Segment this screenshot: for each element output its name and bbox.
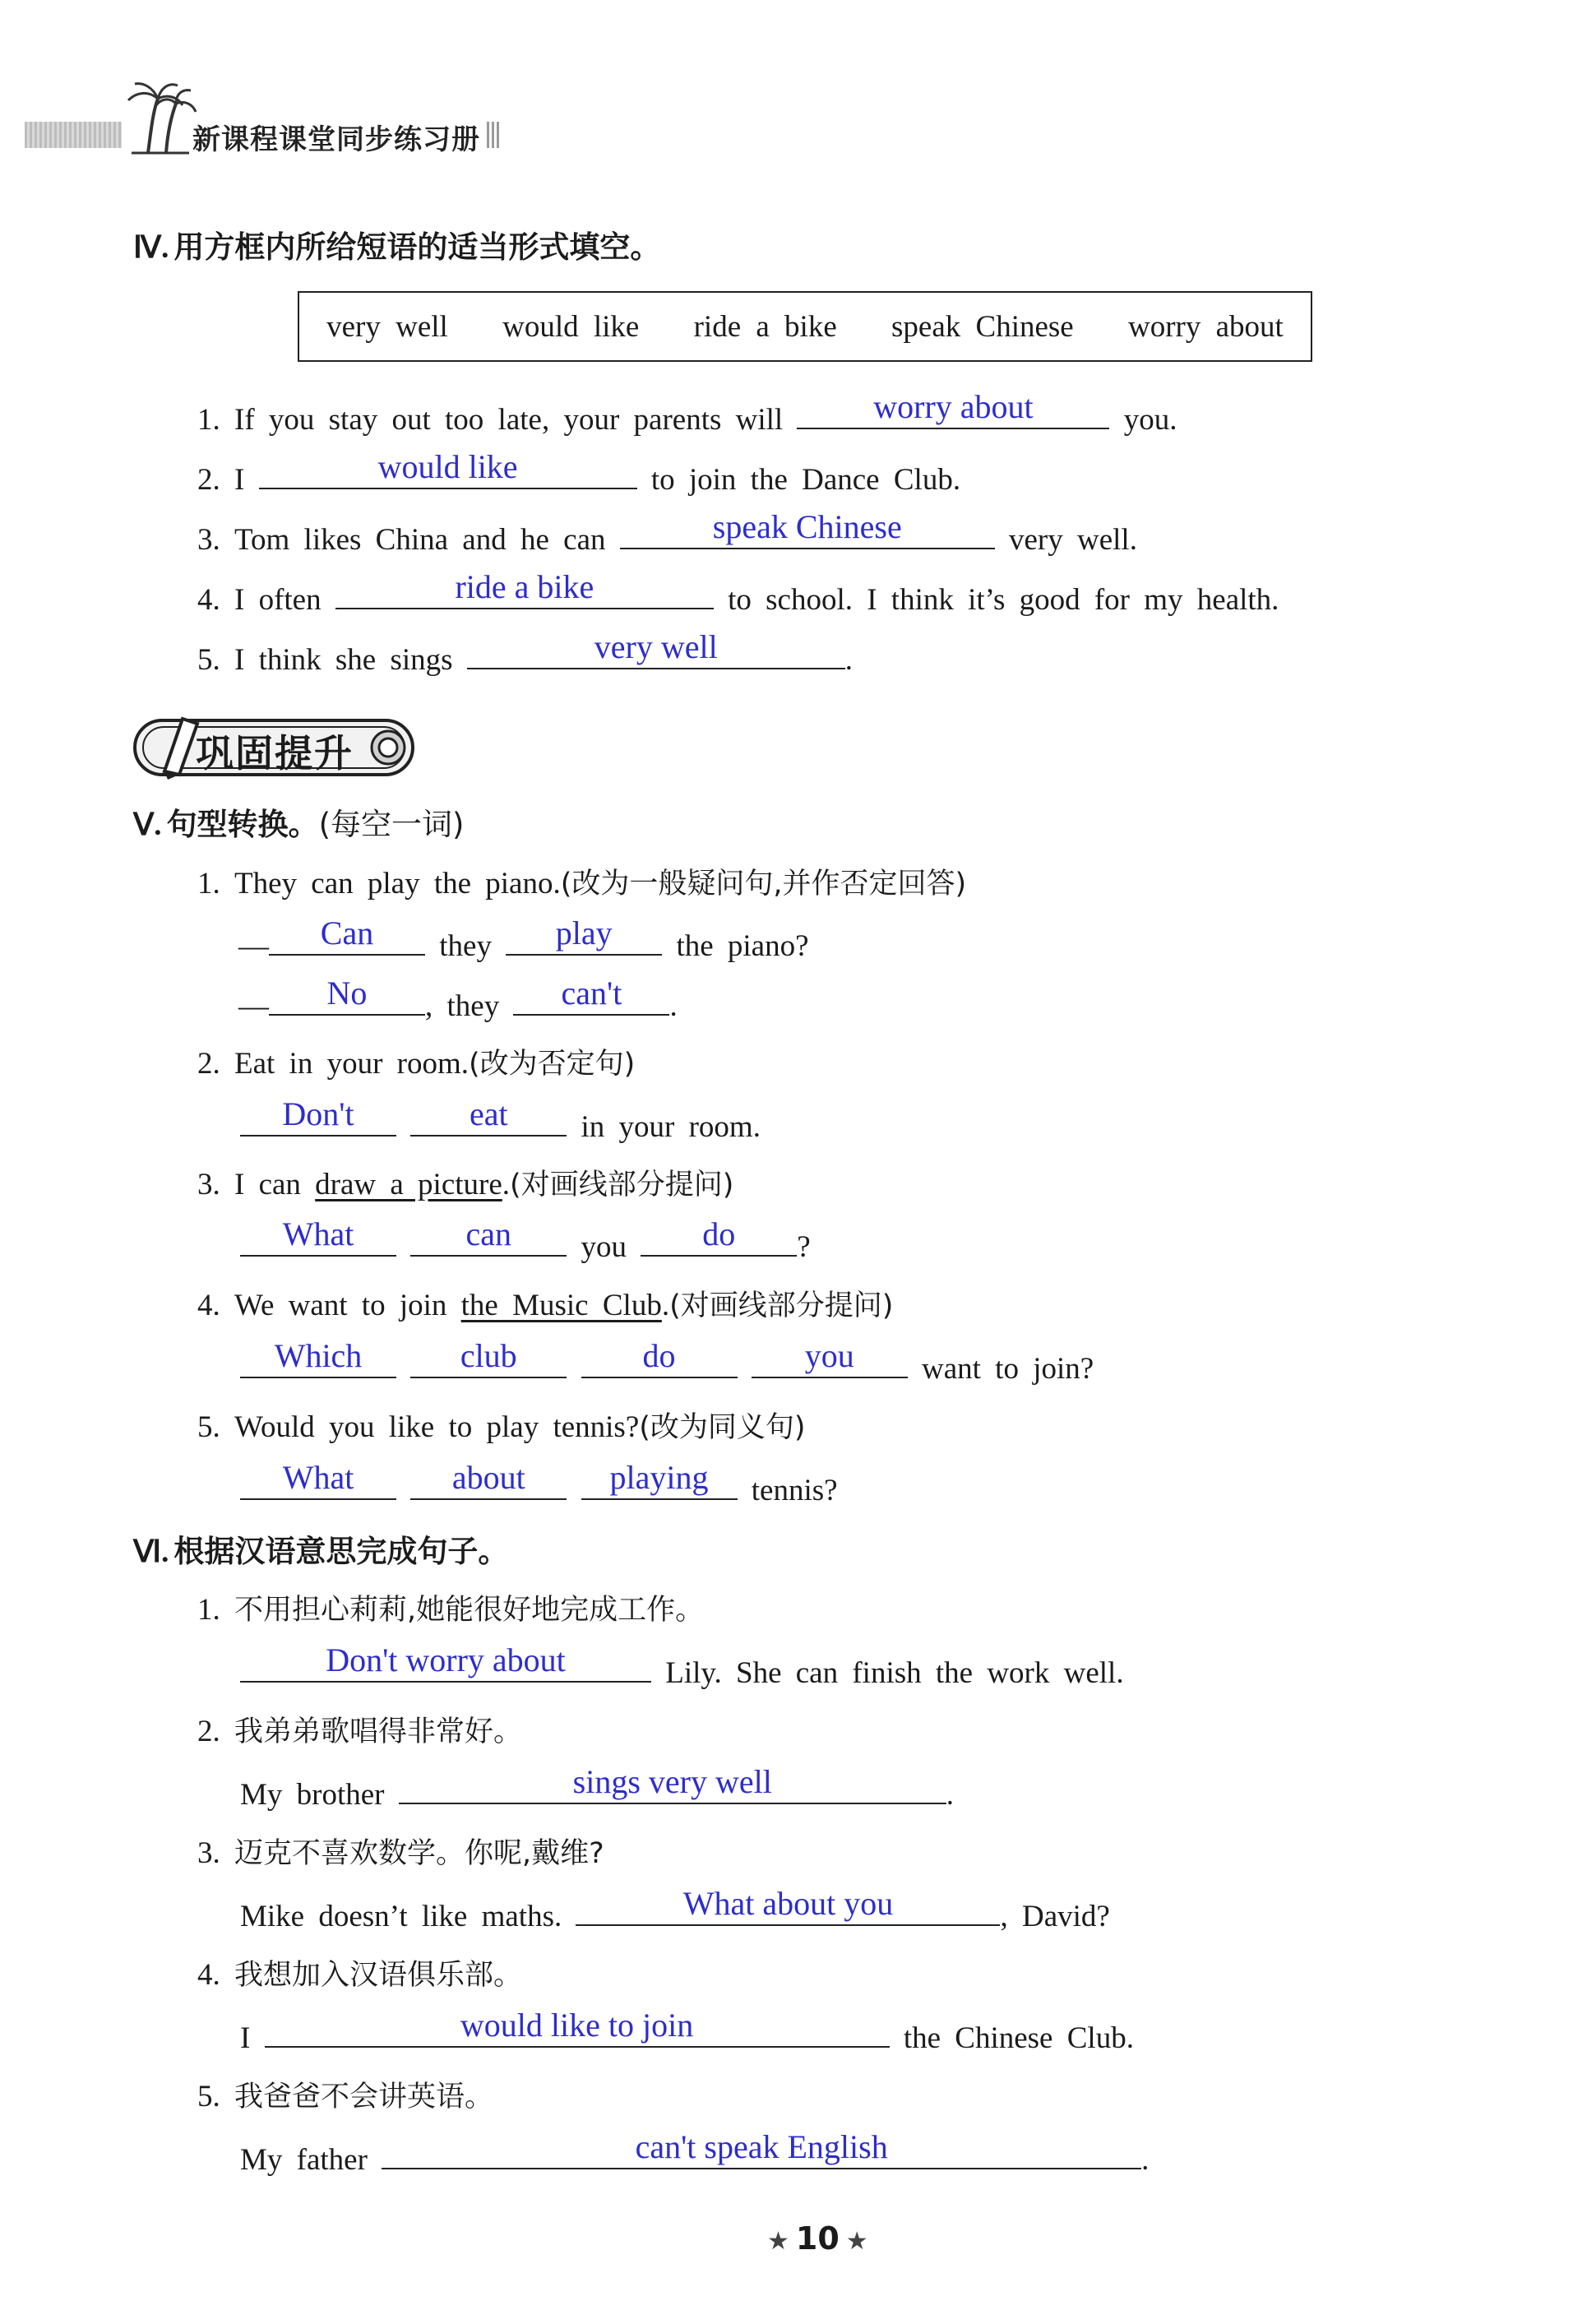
answer-row bbox=[240, 1215, 811, 1265]
section-4-heading bbox=[133, 222, 660, 266]
question-text: you bbox=[581, 1230, 627, 1264]
dash: — bbox=[238, 929, 269, 963]
answer-row bbox=[240, 2007, 1134, 2056]
punctuation: , bbox=[425, 989, 433, 1023]
section-note: (每空一词) bbox=[318, 807, 465, 842]
answer-blank[interactable] bbox=[641, 1215, 797, 1257]
question-hint: (改为否定句) bbox=[469, 1048, 636, 1081]
question-text: I bbox=[234, 463, 245, 497]
answer-text: you bbox=[804, 1337, 854, 1374]
question-text: to join the Dance Club. bbox=[650, 463, 961, 497]
answer-row bbox=[238, 914, 809, 964]
answer-row bbox=[240, 2128, 1150, 2178]
chinese-prompt: 不用担心莉莉,她能很好地完成工作。 bbox=[234, 1594, 705, 1627]
chinese-prompt: 迈克不喜欢数学。你呢,戴维? bbox=[234, 1837, 604, 1870]
answer-row bbox=[240, 1459, 838, 1508]
star-icon: ★ bbox=[767, 2227, 789, 2256]
section-6-heading bbox=[133, 1526, 508, 1571]
answer-blank[interactable] bbox=[506, 914, 662, 956]
section-5-heading bbox=[133, 799, 464, 844]
answer-text: worry about bbox=[873, 388, 1034, 425]
question-number: 5. bbox=[197, 1410, 220, 1444]
answer-row bbox=[240, 1641, 1124, 1691]
chinese-prompt: 我爸爸不会讲英语。 bbox=[234, 2081, 494, 2113]
question-row bbox=[197, 1162, 733, 1203]
question-row bbox=[197, 388, 1177, 437]
question-number: 2. bbox=[197, 1047, 220, 1081]
answer-blank[interactable] bbox=[410, 1095, 567, 1137]
answer-text: What about you bbox=[682, 1885, 894, 1922]
star-icon: ★ bbox=[845, 2227, 868, 2256]
section-title: 根据汉语意思完成句子。 bbox=[173, 1534, 509, 1569]
question-text: We want to join bbox=[234, 1289, 447, 1322]
punctuation: . bbox=[1141, 2143, 1150, 2177]
header-decoration-bar bbox=[25, 122, 122, 148]
question-number: 1. bbox=[197, 1593, 220, 1627]
question-text: Tom likes China and he can bbox=[234, 523, 606, 557]
answer-text: sings very well bbox=[572, 1763, 772, 1800]
answer-blank[interactable] bbox=[265, 2007, 890, 2048]
question-text: My father bbox=[240, 2143, 368, 2177]
page-number bbox=[761, 2220, 875, 2257]
question-number: 1. bbox=[197, 403, 220, 437]
palm-tree-icon bbox=[123, 79, 197, 155]
punctuation: . bbox=[946, 1778, 954, 1812]
chinese-prompt: 我想加入汉语俱乐部。 bbox=[234, 1959, 523, 1992]
answer-text: would like to join bbox=[460, 2007, 694, 2044]
question-number: 2. bbox=[197, 463, 220, 497]
section-number: Ⅵ. bbox=[133, 1535, 169, 1569]
answer-blank[interactable] bbox=[399, 1763, 946, 1804]
question-text: My brother bbox=[240, 1778, 385, 1812]
question-row bbox=[197, 1587, 704, 1628]
answer-text: ride a bike bbox=[455, 568, 594, 605]
question-text: Lily. She can finish the work well. bbox=[665, 1656, 1124, 1690]
answer-text: speak Chinese bbox=[712, 508, 902, 545]
answer-blank[interactable] bbox=[576, 1885, 1000, 1926]
answer-text: eat bbox=[469, 1095, 508, 1132]
answer-blank[interactable] bbox=[797, 388, 1109, 429]
answer-text: can't bbox=[561, 975, 622, 1012]
answer-text: No bbox=[326, 975, 368, 1012]
question-text: want to join? bbox=[922, 1352, 1094, 1386]
question-text: They can play the piano. bbox=[234, 867, 561, 900]
question-text: I think she sings bbox=[234, 643, 453, 677]
section-number: Ⅳ. bbox=[133, 231, 169, 265]
phrase-item: would like bbox=[502, 309, 640, 344]
answer-row bbox=[240, 1763, 954, 1812]
question-number: 5. bbox=[197, 643, 220, 677]
question-row bbox=[197, 448, 961, 498]
question-text: Would you like to play tennis? bbox=[234, 1410, 640, 1444]
header-title: 新课程课堂同步练习册 bbox=[192, 123, 480, 156]
question-text: If you stay out too late, your parents will bbox=[234, 403, 784, 437]
question-text: I bbox=[240, 2021, 251, 2055]
answer-text: What bbox=[282, 1459, 354, 1496]
answer-blank[interactable] bbox=[240, 1641, 651, 1683]
answer-text: club bbox=[460, 1337, 517, 1374]
answer-blank[interactable] bbox=[581, 1337, 738, 1378]
answer-blank[interactable] bbox=[382, 2128, 1141, 2169]
question-row bbox=[197, 628, 854, 678]
question-row bbox=[197, 568, 1279, 618]
question-hint: (改为同义句) bbox=[639, 1411, 806, 1444]
question-row bbox=[197, 861, 966, 902]
header-decoration-bar-right bbox=[487, 122, 502, 148]
question-row bbox=[197, 1952, 522, 1993]
answer-text: can bbox=[465, 1215, 511, 1252]
answer-row bbox=[240, 1885, 1110, 1934]
answer-text: do bbox=[702, 1215, 736, 1252]
answer-blank[interactable] bbox=[240, 1215, 396, 1257]
answer-row bbox=[240, 1337, 1094, 1387]
dash: — bbox=[238, 989, 269, 1023]
underlined-phrase: draw a picture bbox=[315, 1168, 502, 1201]
question-text: Mike doesn’t like maths. bbox=[240, 1900, 562, 1933]
chinese-prompt: 我弟弟歌唱得非常好。 bbox=[234, 1715, 523, 1748]
punctuation: . bbox=[669, 989, 678, 1023]
section-title: 句型转换。 bbox=[166, 807, 319, 842]
answer-blank[interactable] bbox=[335, 568, 714, 609]
question-text: they bbox=[446, 989, 500, 1023]
question-text: in your room. bbox=[581, 1110, 761, 1144]
question-row bbox=[197, 1709, 522, 1750]
question-text: the Chinese Club. bbox=[903, 2021, 1134, 2055]
section-number: Ⅴ. bbox=[133, 808, 162, 842]
question-text: I often bbox=[234, 583, 322, 617]
question-number: 4. bbox=[197, 1289, 220, 1322]
badge-title: 巩固提升 bbox=[196, 731, 354, 775]
answer-text: Which bbox=[274, 1337, 363, 1374]
question-number: 4. bbox=[197, 583, 220, 617]
question-text: the piano? bbox=[676, 929, 809, 963]
page-number-text: 10 bbox=[795, 2220, 840, 2257]
answer-blank[interactable] bbox=[410, 1337, 567, 1378]
question-text: tennis? bbox=[751, 1474, 838, 1507]
punctuation: . bbox=[502, 1168, 511, 1201]
answer-blank[interactable] bbox=[410, 1459, 567, 1500]
answer-text: Can bbox=[320, 914, 374, 951]
question-text: I can bbox=[234, 1168, 301, 1201]
answer-blank[interactable] bbox=[581, 1459, 738, 1500]
question-number: 5. bbox=[197, 2080, 220, 2113]
answer-blank[interactable] bbox=[410, 1215, 567, 1257]
question-text: . bbox=[844, 643, 854, 677]
answer-row bbox=[240, 1095, 761, 1145]
question-number: 2. bbox=[197, 1715, 220, 1748]
punctuation: . bbox=[661, 1289, 670, 1322]
question-row bbox=[197, 1405, 806, 1446]
underlined-phrase: the Music Club bbox=[460, 1289, 662, 1322]
question-hint: (对画线部分提问) bbox=[669, 1289, 894, 1322]
question-number: 3. bbox=[197, 1836, 220, 1870]
phrase-box bbox=[298, 291, 1312, 362]
answer-blank[interactable] bbox=[240, 1459, 396, 1500]
answer-text: about bbox=[451, 1459, 525, 1496]
phrase-item: ride a bike bbox=[693, 309, 837, 344]
phrase-item: very well bbox=[326, 309, 448, 344]
answer-blank[interactable] bbox=[467, 628, 845, 669]
answer-blank[interactable] bbox=[620, 508, 995, 549]
answer-text: Don't worry about bbox=[326, 1641, 566, 1678]
question-text: , David? bbox=[1000, 1900, 1110, 1933]
question-row bbox=[197, 1041, 635, 1082]
question-text: very well. bbox=[1009, 523, 1137, 557]
question-row bbox=[197, 1283, 893, 1324]
question-text: to school. I think it’s good for my health. bbox=[728, 583, 1279, 617]
question-text: you. bbox=[1123, 403, 1177, 437]
answer-text: What bbox=[282, 1215, 354, 1252]
question-row bbox=[197, 1831, 604, 1872]
phrase-item: speak Chinese bbox=[891, 309, 1074, 344]
answer-blank[interactable] bbox=[269, 975, 425, 1016]
answer-text: playing bbox=[609, 1459, 709, 1496]
question-number: 3. bbox=[197, 1168, 220, 1201]
punctuation: ? bbox=[797, 1230, 811, 1264]
question-text: they bbox=[439, 929, 492, 963]
answer-blank[interactable] bbox=[240, 1095, 396, 1137]
question-text: Eat in your room. bbox=[234, 1047, 470, 1081]
section-title: 用方框内所给短语的适当形式填空。 bbox=[173, 229, 661, 265]
answer-blank[interactable] bbox=[259, 448, 637, 489]
phrase-item: worry about bbox=[1127, 309, 1284, 344]
question-hint: (对画线部分提问) bbox=[510, 1169, 734, 1201]
answer-blank[interactable] bbox=[752, 1337, 908, 1378]
question-number: 3. bbox=[197, 523, 220, 557]
question-number: 1. bbox=[197, 867, 220, 900]
answer-text: can't speak English bbox=[635, 2128, 888, 2165]
question-number: 4. bbox=[197, 1958, 220, 1992]
question-hint: (改为一般疑问句,并作否定回答) bbox=[560, 868, 967, 900]
answer-blank[interactable] bbox=[513, 975, 669, 1016]
question-row bbox=[197, 2074, 493, 2115]
answer-text: very well bbox=[594, 628, 718, 665]
answer-row bbox=[238, 975, 678, 1024]
answer-text: Don't bbox=[282, 1095, 354, 1132]
answer-blank[interactable] bbox=[269, 914, 425, 956]
question-row bbox=[197, 508, 1137, 558]
answer-blank[interactable] bbox=[240, 1337, 396, 1378]
answer-text: play bbox=[555, 914, 613, 951]
answer-text: would like bbox=[377, 448, 518, 485]
answer-text: do bbox=[642, 1337, 676, 1374]
